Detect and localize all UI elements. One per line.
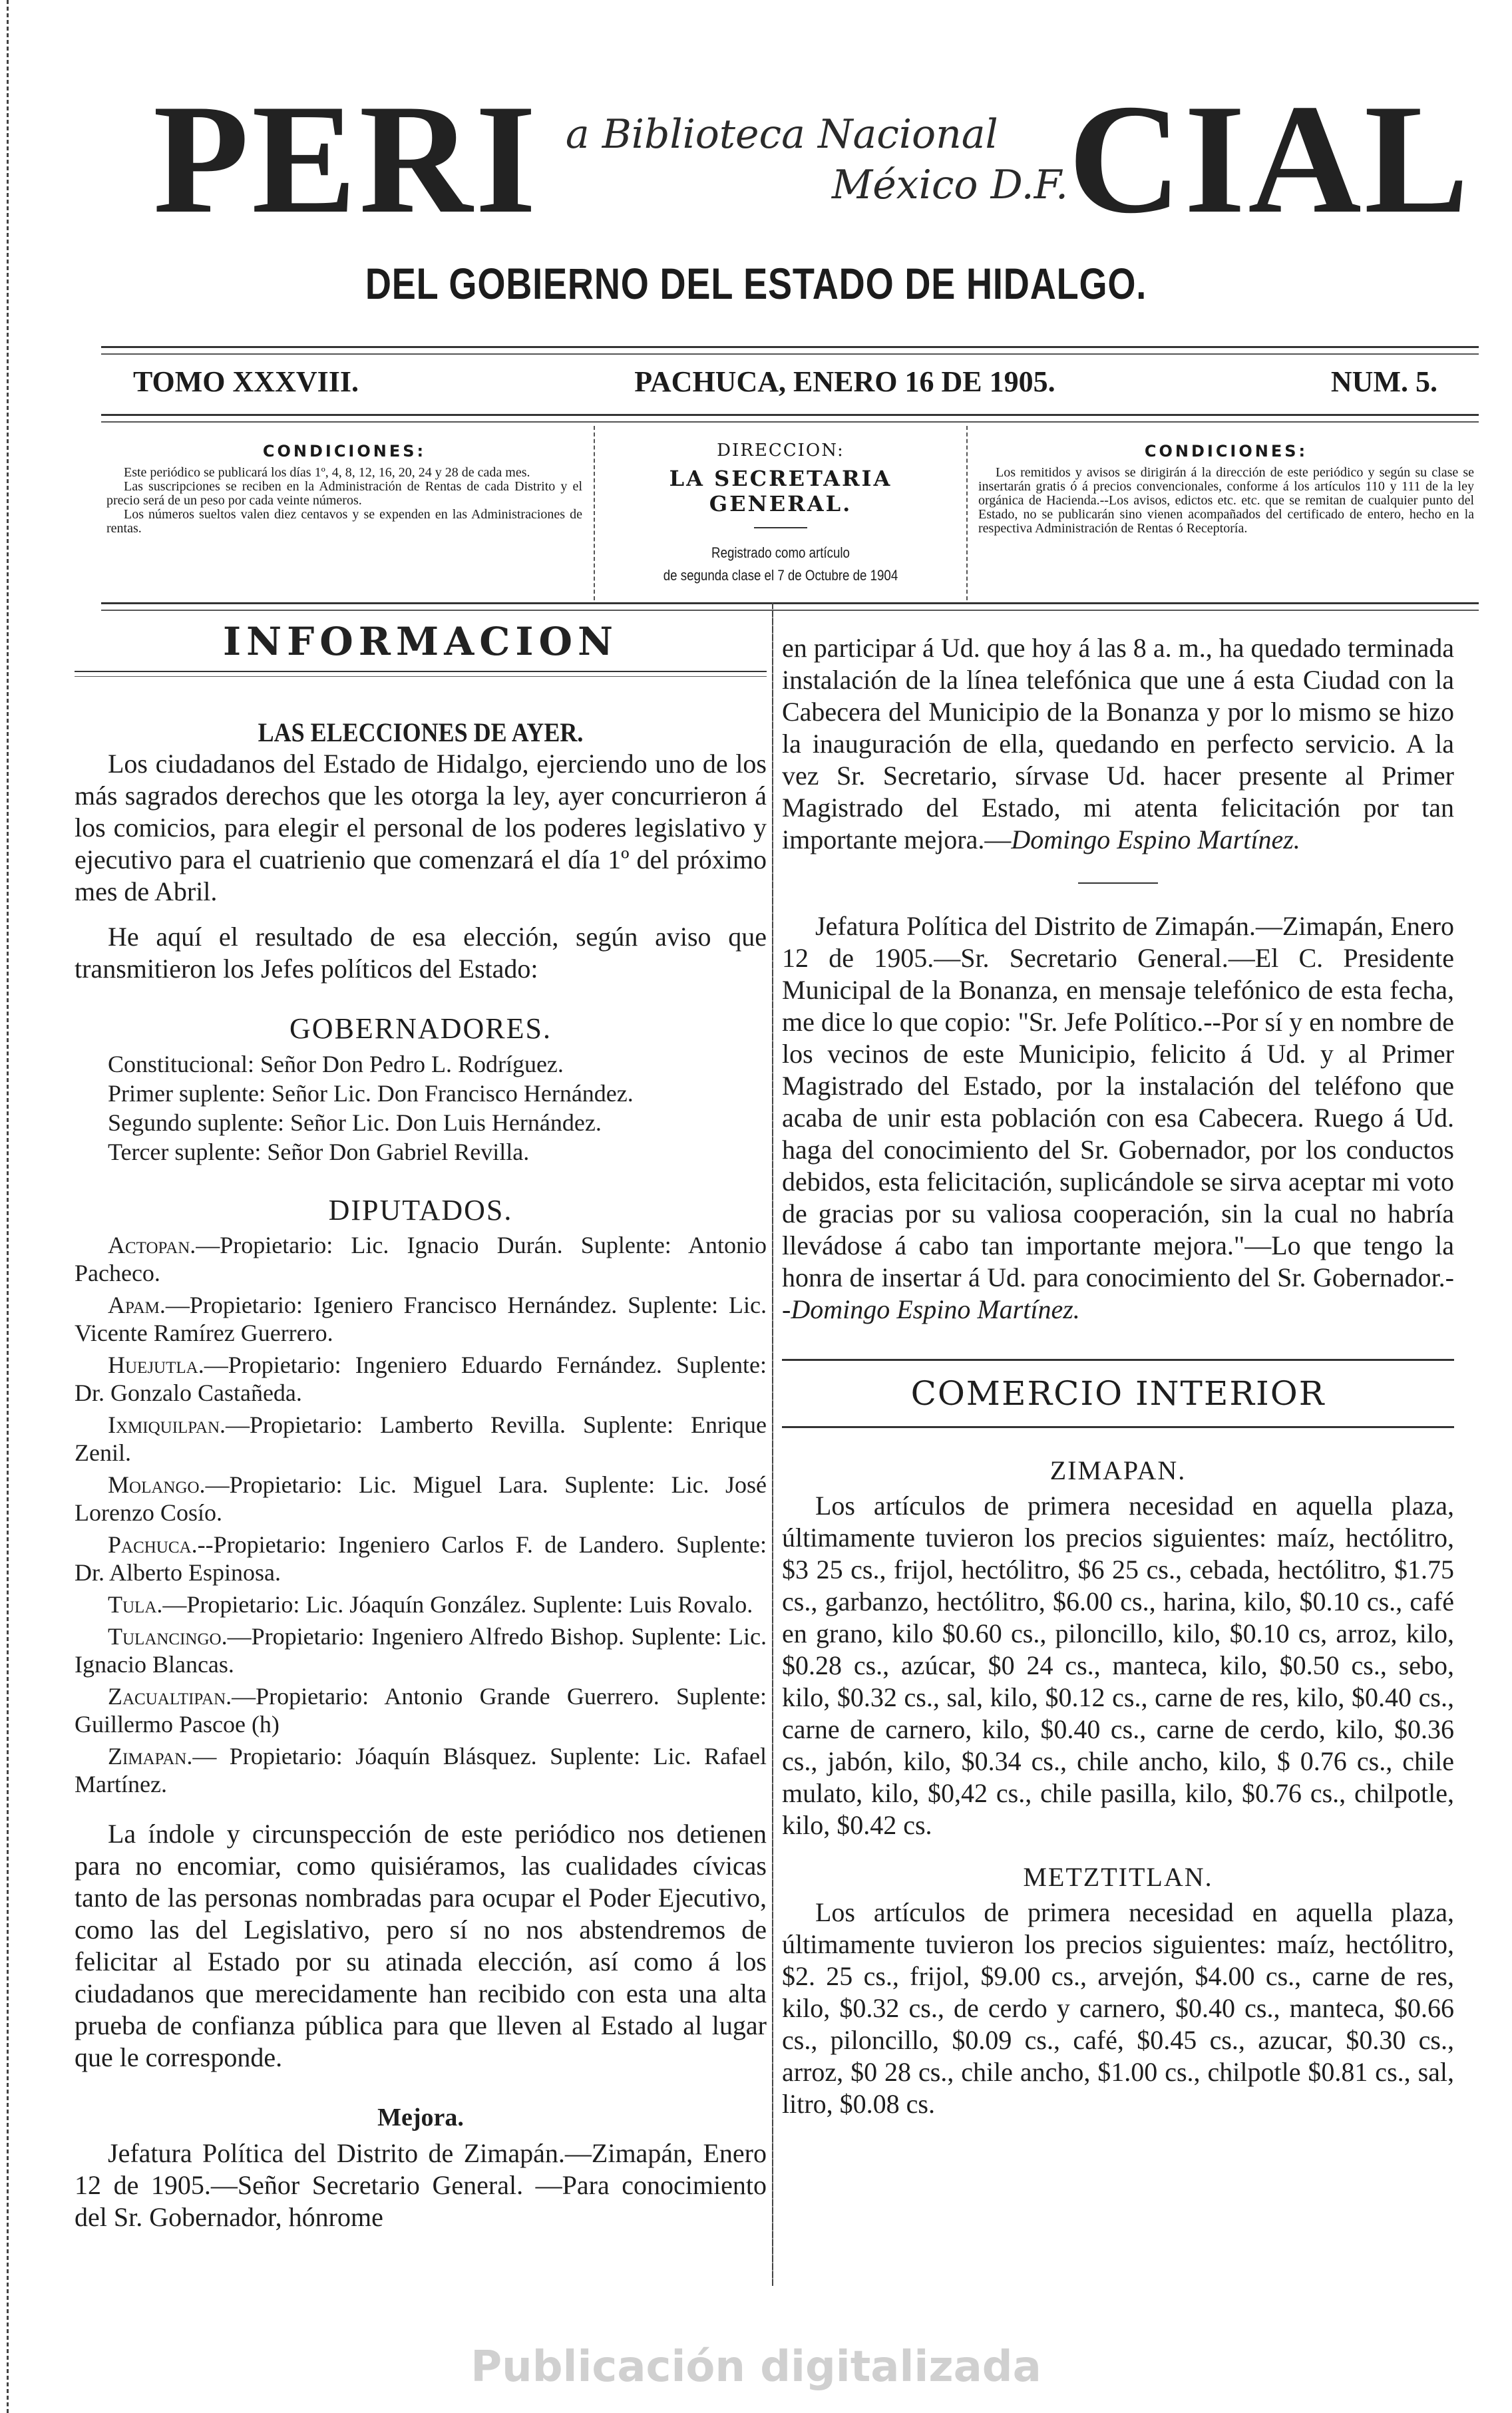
elections-closing [75,1818,767,2074]
telephone-note [782,910,1454,1326]
registration-line-2: de segunda clase el 7 de Octubre de 1904 [663,567,898,584]
masthead-title-left: PERI [153,73,539,246]
governor-item: Primer suplente: Señor Lic. Don Francisco Hernández. [108,1080,634,1107]
article-separator [1078,882,1158,884]
direction-box [594,426,968,600]
scan-edge [7,0,9,2413]
elections-intro-paragraph: He aquí el resultado de esa elección, según aviso que transmitieron los Jefes políticos del Estado: [75,922,767,984]
deputy-entry [75,1742,767,1798]
deputy-entry [75,1411,767,1467]
governor-item: Segundo suplente: Señor Lic. Don Luis Hernández. [108,1109,602,1136]
conditions-left-box [100,426,589,600]
town-prices-paragraph: Los artículos de primera necesidad en aquella plaza, últimamente tuvieron los precios siguientes: maíz, hectólitro, $2. 25 cs., frijol, $9.00 cs., arvejón, $4.00 cs., carne de res, kilo, $0.32 cs., de cerdo y carnero, $0.40 cs., manteca, $0.66 cs., piloncillo, $0.09 cs., café, $0.45 cs., azucar, $0.30 cs., arroz, $0 28 cs., chile ancho, $1.00 cs., chilpotle $0.81 cs., sal, litro, $0.08 cs. [782,1897,1454,2119]
telephone-note-text: Jefatura Política del Distrito de Zimapán.—Zimapán, Enero 12 de 1905.—Sr. Secretario General.—El C. Presidente Municipal de la Bonanza, en mensaje telefónico de esta fecha, me dice lo que copio: "Sr. Jefe Político.--Por sí y en nombre de los vecinos de este Municipio, felicito á Ud. y al Primer Magistrado del Estado, por la instalación del teléfono que acaba de unir esta población con esa Cabecera. Ruego á Ud. haga del conocimiento del Sr. Gobernador, por los conductos debidos, esta felicitación, suplicándole se sirva aceptar mi voto de gracias por su valiosa cooperación, sin la cual no habría llevádose á cabo tan importante mejora."—Lo que tengo la honra de insertar á Ud. para conocimiento del Sr. Gobernador.-- [782,911,1454,1324]
masthead-title-right: CIAL [1068,73,1472,246]
deputy-entry [75,1590,767,1618]
deputy-text: --Propietario: Ingeniero Carlos F. de Landero. Suplente: Dr. Alberto Espinosa. [75,1531,767,1586]
handwritten-library-note [539,109,1068,210]
deputy-district: Molango. [108,1471,206,1498]
governors-list [75,1049,767,1167]
conditions-row [100,426,1481,600]
deputy-district: Actopan. [108,1232,196,1258]
mejora-right-paragraph [782,632,1454,856]
column-divider [772,602,773,2286]
deputy-entry [75,1682,767,1738]
issue-info-row [133,365,1437,399]
conditions-left-paragraph: Los números sueltos valen diez centavos y se expenden en las Administraciones de rentas. [106,507,582,536]
conditions-left-heading: CONDICIONES: [262,442,427,461]
conditions-right-text [978,466,1474,536]
masthead-title [153,73,1472,246]
section-title-informacion: INFORMACION [222,619,619,664]
deputy-entry [75,1622,767,1678]
conditions-right-box [972,426,1481,600]
deputy-text: — Propietario: Jóaquín Blásquez. Suplente: Lic. Rafael Martínez. [75,1743,767,1797]
elections-closing-paragraph: La índole y circunspección de este periódico nos detienen para no encomiar, como quisiéramos, las cualidades cívicas tanto de las personas nombradas para ocupar el Poder Ejecutivo, como las del Legislativo, pero sí no nos abstendremos de felicitar al Estado por su atinada elección, así como á los ciudadanos que merecidamente han recibido con esta una alta prueba de confianza pública para que lleven al Estado al lugar que le corresponde. [75,1819,767,2072]
conditions-left-text [106,466,582,536]
comercio-header [782,1359,1454,1428]
telephone-note-signature: Domingo Espino Martínez. [791,1294,1080,1324]
article-title-mejora: Mejora. [377,2104,464,2132]
deputy-entry [75,1351,767,1407]
deputy-text: —Propietario: Ingeniero Alfredo Bishop. Suplente: Lic. Ignacio Blancas. [75,1623,767,1678]
direction-name: LA SECRETARIA GENERAL. [669,466,892,516]
deputy-district: Huejutla. [108,1352,204,1378]
masthead-gap [539,93,1068,226]
deputy-district: Zimapan. [108,1743,193,1769]
deputy-district: Zacualtipan. [108,1683,232,1710]
deputies-heading: DIPUTADOS. [328,1194,513,1226]
article-title-elecciones: LAS ELECCIONES DE AYER. [258,717,584,747]
town-prices [782,1490,1454,1841]
deputy-text: —Propietario: Lic. Miguel Lara. Suplente: Lic. José Lorenzo Cosío. [75,1471,767,1526]
elections-intro [75,748,767,985]
deputy-text: —Propietario: Igeniero Francisco Hernández. Suplente: Lic. Vicente Ramírez Guerrero. [75,1292,767,1346]
deputy-district: Tulancingo. [108,1623,228,1650]
issue-rule [101,414,1479,423]
issue-tomo: TOMO XXXVIII. [133,365,359,398]
registration-line-1: Registrado como artículo [711,544,850,561]
conditions-right-paragraph: Los remitidos y avisos se dirigirán á la dirección de este periódico y según su clase se insertarán gratis ó á precios convencionales, conforme á los artículos 110 y 111 de la ley orgánica de Hacienda.--Los avisos, edictos etc. etc. que se remitan de cualquier punto del Estado, no se publicarán sino vienen acompañados del certificado de entero, hecho en la respectiva Administración de Rentas ó Receptoría. [978,465,1474,536]
deputy-district: Apam. [108,1292,166,1318]
digitization-watermark: Publicación digitalizada [471,2342,1041,2392]
deputy-district: Tula. [108,1591,163,1618]
town-heading: METZTITLAN. [1023,1862,1213,1892]
issue-place-date: PACHUCA, ENERO 16 DE 1905. [634,365,1055,398]
conditions-right-heading: CONDICIONES: [1144,442,1308,461]
mejora-left-text [75,2137,767,2233]
mejora-right-text: en participar á Ud. que hoy á las 8 a. m., ha quedado terminada instalación de la línea telefónica que une á esta Ciudad con la Cabecera del Municipio de la Bonanza y por lo mismo se hizo la inauguración de ella, quedando en perfecto servicio. A la vez Sr. Secretario, sírvase Ud. hacer presente al Primer Magistrado del Estado, mi atenta felicitación por tan importante mejora.— [782,633,1454,854]
comercio-title: COMERCIO INTERIOR [910,1374,1326,1413]
governor-item: Tercer suplente: Señor Don Gabriel Revilla. [108,1139,530,1165]
deputy-text: —Propietario: Antonio Grande Guerrero. Suplente: Guillermo Pascoe (h) [75,1683,767,1738]
telephone-note-paragraph [782,910,1454,1326]
deputy-text: —Propietario: Lamberto Revilla. Suplente: Enrique Zenil. [75,1411,767,1466]
deputy-text: —Propietario: Lic. Ignacio Durán. Suplente: Antonio Pacheco. [75,1232,767,1286]
town-prices-paragraph: Los artículos de primera necesidad en aquella plaza, últimamente tuvieron los precios siguientes: maíz, hectólitro, $3 25 cs., frijol, hectólitro, $6 25 cs., cebada, hectólitro, $1.75 cs., garbanzo, hectólitro, $6.00 cs., harina, kilo, $0.10 cs., café en grano, kilo $0.60 cs., piloncillo, kilo, $0.10 cs, arroz, kilo, $0.28 cs., azúcar, $0 24 cs., manteca, kilo, $0.50 cs., sebo, kilo, $0.32 cs., sal, kilo, $0.12 cs., carne de res, kilo, $0.40 cs., carne de carnero, kilo, $0.40 cs., carne de cerdo, kilo, $0.36 cs., jabón, kilo, $0.34 cs., chile ancho, kilo, $ 0.76 cs., chile mulato, kilo, $0,42 cs., chile pasilla, kilo, $0.76 cs., chilpotle, kilo, $0.42 cs. [782,1491,1454,1840]
governors-heading: GOBERNADORES. [289,1012,552,1045]
right-column [782,606,1454,2120]
town-prices [782,1897,1454,2120]
mejora-continued [782,632,1454,856]
deputy-text: —Propietario: Lic. Jóaquín González. Suplente: Luis Rovalo. [162,1591,753,1618]
mejora-signature: Domingo Espino Martínez. [1011,825,1300,854]
handwritten-line-2: México D.F. [831,162,1069,208]
handwritten-line-1: a Biblioteca Nacional [565,111,998,158]
deputies-list [75,1231,767,1798]
mejora-left-paragraph: Jefatura Política del Distrito de Zimapán.—Zimapán, Enero 12 de 1905.—Señor Secretario General. —Para conocimiento del Sr. Gobernador, hónrome [75,2138,767,2232]
governor-item: Constitucional: Señor Don Pedro L. Rodríguez. [108,1051,564,1077]
deputy-entry [75,1291,767,1347]
direction-rule [754,527,807,528]
deputy-entry [75,1531,767,1586]
header-rule [101,346,1479,355]
left-column [75,606,767,2233]
conditions-left-paragraph: Las suscripciones se reciben en la Administración de Rentas de cada Distrito y el precio será de un peso por cada veinte números. [106,479,582,508]
masthead [153,73,1472,246]
deputy-district: Ixmiquilpan. [108,1411,226,1438]
elections-intro-paragraph: Los ciudadanos del Estado de Hidalgo, ejerciendo uno de los más sagrados derechos que les otorga la ley, ayer concurrieron á los comicios, para elegir el personal de los poderes legislativo y ejecutivo para el cuatrienio que comenzará el día 1º del próximo mes de Abril. [75,749,767,906]
masthead-subtitle: DEL GOBIERNO DEL ESTADO DE HIDALGO. [365,259,1147,308]
issue-number: NUM. 5. [1330,365,1437,398]
deputy-text: —Propietario: Ingeniero Eduardo Fernández. Suplente: Dr. Gonzalo Castañeda. [75,1352,767,1406]
direction-label: DIRECCION: [717,441,845,461]
deputy-entry [75,1231,767,1287]
town-heading: ZIMAPAN. [1049,1455,1187,1485]
section-rule [75,671,767,677]
conditions-left-paragraph: Este periódico se publicará los días 1º, 4, 8, 12, 16, 20, 24 y 28 de cada mes. [124,465,530,480]
deputy-entry [75,1471,767,1527]
deputy-district: Pachuca. [108,1531,198,1558]
